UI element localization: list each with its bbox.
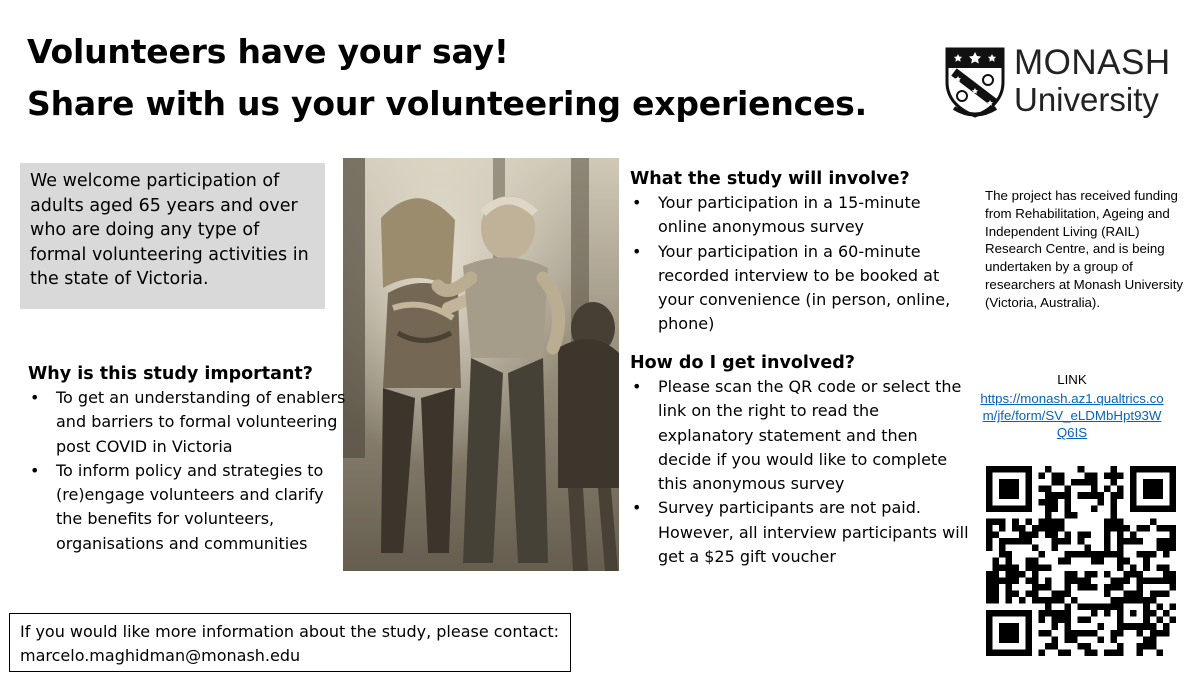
list-item: • Please scan the QR code or select the link on the right to read the explanatory statement and then decide if you would like to complete this anonymous survey: [630, 375, 970, 496]
contact-box: [9, 613, 571, 672]
list-item: • Your participation in a 15-minute online anonymous survey: [630, 191, 970, 240]
list-item: • To get an understanding of enablers and barriers to formal volunteering post COVID in Victoria: [28, 386, 348, 459]
list-item: • Your participation in a 60-minute recorded interview to be booked at your convenience (in person, online, phone): [630, 240, 970, 337]
logo-word-monash: MONASH: [1014, 43, 1171, 82]
involve-heading: What the study will involve?: [630, 169, 910, 189]
monash-crest-icon: [944, 46, 1006, 118]
funding-text: The project has received funding from Rehabilitation, Ageing and Independent Living (RAIL) Research Centre, and is being undertaken by a group of researchers at Monash University (Victoria, Australia).: [985, 188, 1184, 310]
link-label: LINK: [1057, 372, 1087, 387]
intro-box: [20, 163, 325, 309]
older-couple-dancing-photo: [343, 158, 619, 571]
why-list: [28, 386, 348, 556]
logo-word-university: University: [1014, 81, 1159, 118]
get-involved-list: [630, 375, 970, 569]
qr-code-icon[interactable]: [986, 466, 1176, 656]
title-line-2: Share with us your volunteering experiences.: [27, 84, 867, 123]
involve-section: [630, 167, 970, 337]
list-item: • To inform policy and strategies to (re)engage volunteers and clarify the benefits for volunteers, organisations and communities: [28, 459, 348, 556]
page-title: [27, 26, 867, 130]
monash-logo: [944, 44, 1176, 120]
list-item: • Survey participants are not paid. However, all interview participants will get a $25 gift voucher: [630, 496, 970, 569]
survey-link[interactable]: https://monash.az1.qualtrics.com/jfe/form/SV_eLDMbHpt93WQ6IS: [980, 391, 1164, 440]
intro-text: We welcome participation of adults aged 65 years and over who are doing any type of formal volunteering activities in the state of Victoria.: [30, 171, 309, 289]
title-line-1: Volunteers have your say!: [27, 32, 509, 71]
involve-list: [630, 191, 970, 337]
get-involved-section: [630, 351, 970, 569]
contact-text: If you would like more information about the study, please contact: marcelo.maghidman@monash.edu: [20, 622, 560, 665]
why-section: [28, 362, 348, 556]
get-involved-heading: How do I get involved?: [630, 353, 855, 373]
why-heading: Why is this study important?: [28, 364, 313, 384]
